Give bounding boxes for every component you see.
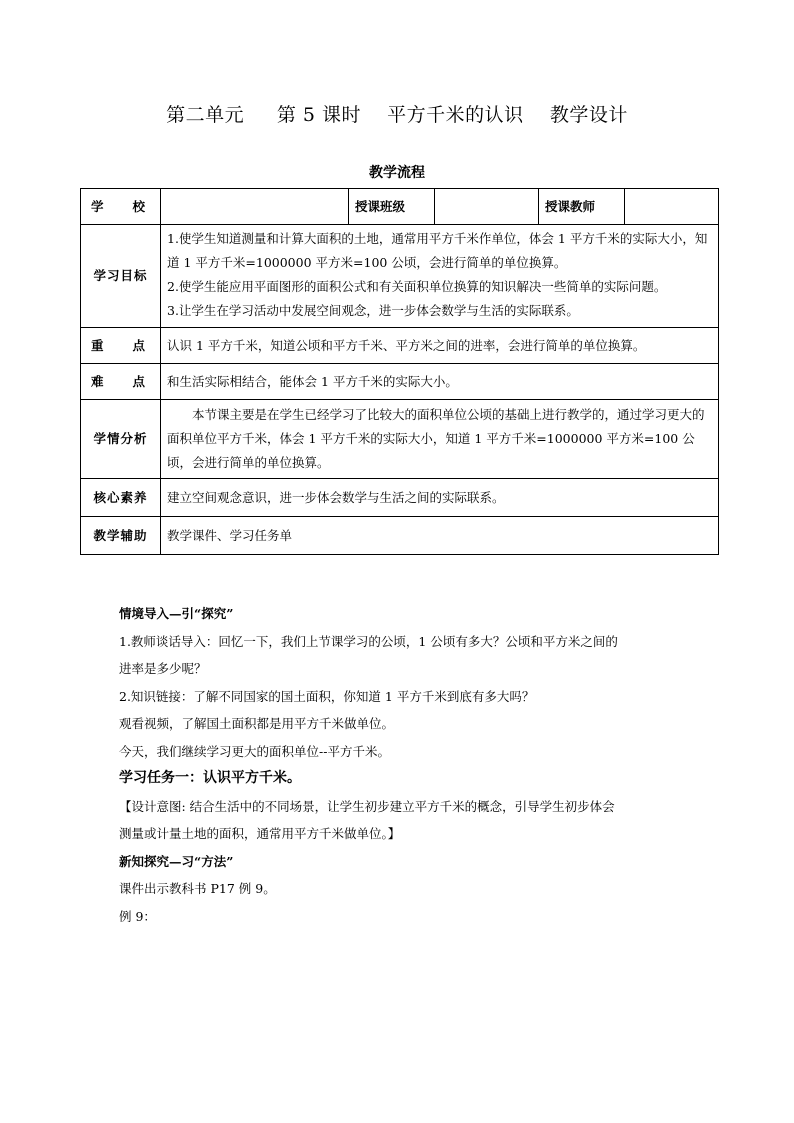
key-label: 重 点	[81, 328, 161, 364]
design-intent-cont: 测量或计量土地的面积，通常用平方千米做单位。】	[119, 826, 401, 841]
paragraph: 例 9：	[119, 908, 156, 924]
core-label: 核心素养	[81, 479, 161, 517]
table-row-school	[81, 189, 719, 225]
analysis-value: 本节课主要是在学生已经学习了比较大的面积单位公顷的基础上进行教学的，通过学习更大的面积单位平方千米，体会 1 平方千米的实际大小，知道 1 平方千米=1000000 平方米=100 公顷，会进行简单的单位换算。	[161, 400, 719, 479]
difficulty-value: 和生活实际相结合，能体会 1 平方千米的实际大小。	[161, 364, 719, 400]
aids-value: 教学课件、学习任务单	[161, 517, 719, 555]
lesson-info-table	[80, 188, 719, 555]
objective-item: 2.使学生能应用平面图形的面积公式和有关面积单位换算的知识解决一些简单的实际问题。	[167, 279, 667, 294]
aids-label: 教学辅助	[81, 517, 161, 555]
paragraph: 观看视频，了解国土面积都是用平方千米做单位。	[119, 716, 395, 731]
table-row-analysis	[81, 400, 719, 479]
design-intent: 【设计意图: 结合生活中的不同场景，让学生初步建立平方千米的概念，引导学生初步体会	[119, 798, 615, 814]
analysis-label: 学情分析	[81, 400, 161, 479]
objectives-cell	[161, 225, 719, 328]
paragraph: 进率是多少呢？	[119, 661, 207, 676]
class-label: 授课班级	[349, 189, 435, 225]
school-label: 学 校	[81, 189, 161, 225]
key-value: 认识 1 平方千米，知道公顷和平方千米、平方米之间的进率，会进行简单的单位换算。	[161, 328, 719, 364]
objective-item: 3.让学生在学习活动中发展空间观念，进一步体会数学与生活的实际联系。	[167, 303, 579, 318]
teacher-label: 授课教师	[539, 189, 625, 225]
difficulty-label: 难 点	[81, 364, 161, 400]
objectives-label: 学习目标	[81, 225, 161, 328]
teacher-value	[625, 189, 719, 225]
table-row-aids	[81, 517, 719, 555]
intro-heading: 情境导入—引“探究”	[119, 606, 234, 621]
table-row-objectives	[81, 225, 719, 328]
paragraph: 课件出示教科书 P17 例 9。	[119, 881, 276, 896]
section-subtitle: 教学流程	[369, 165, 425, 181]
table-row-key	[81, 328, 719, 364]
paragraph: 今天，我们继续学习更大的面积单位--平方千米。	[119, 743, 390, 759]
objective-item: 1.使学生知道测量和计算大面积的土地，通常用平方千米作单位，体会 1 平方千米的实际大小，知道 1 平方千米=1000000 平方米=100 公顷，会进行简单的单位换算。	[167, 231, 708, 270]
core-value: 建立空间观念意识，进一步体会数学与生活之间的实际联系。	[161, 479, 719, 517]
lesson-body	[119, 600, 679, 930]
class-value	[435, 189, 539, 225]
explore-heading: 新知探究—习“方法”	[119, 853, 234, 869]
document-title: 第二单元 第 5 课时 平方千米的认识 教学设计	[166, 104, 628, 126]
school-value	[161, 189, 349, 225]
paragraph: 2.知识链接：了解不同国家的国土面积，你知道 1 平方千米到底有多大吗？	[119, 688, 535, 704]
task-one-heading: 学习任务一：认识平方千米。	[119, 770, 301, 786]
table-row-core	[81, 479, 719, 517]
paragraph: 1.教师谈话导入：回忆一下，我们上节课学习的公顷，1 公顷有多大？公顷和平方米之间的	[119, 633, 618, 649]
table-row-difficulty	[81, 364, 719, 400]
